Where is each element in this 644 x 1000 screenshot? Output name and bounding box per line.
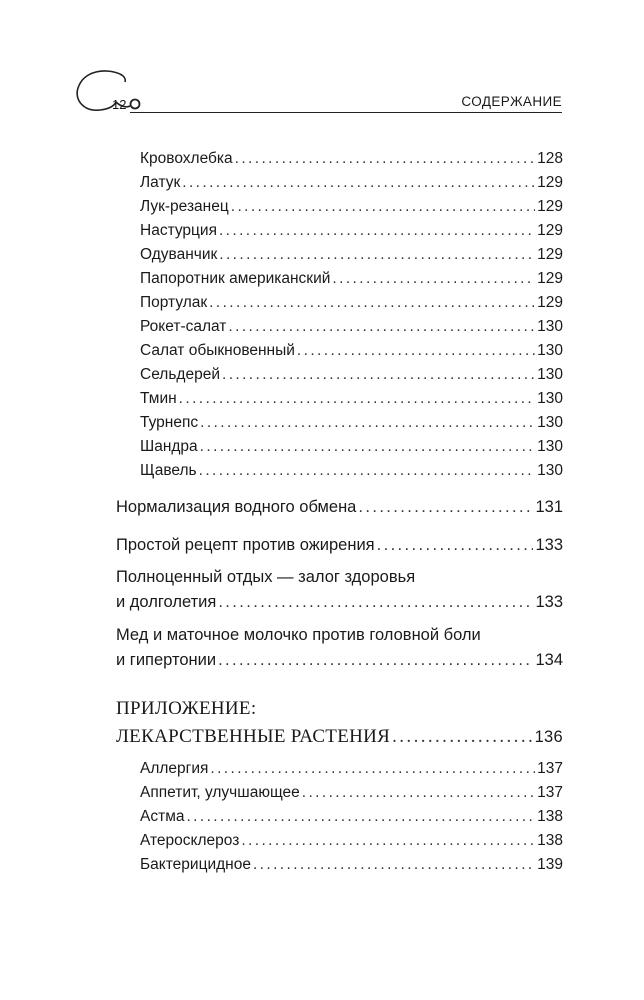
toc-subitem: Лук-резанец ..... 129 bbox=[140, 198, 563, 220]
toc-main-item: и долголетия ..... 133 bbox=[116, 593, 563, 617]
toc-subitem: Портулак ..... 129 bbox=[140, 294, 563, 316]
toc-subitem: Тмин ..... 130 bbox=[140, 390, 563, 412]
header-rule bbox=[130, 112, 562, 113]
page-header bbox=[0, 0, 644, 130]
toc-subitem: Бактерицидное ..... 139 bbox=[140, 856, 563, 878]
toc-subitem: Турнепс ..... 130 bbox=[140, 414, 563, 436]
page-number: 12 bbox=[112, 97, 127, 112]
toc-subitem: Шандра ..... 130 bbox=[140, 438, 563, 460]
toc-subitem: Рокет-салат ..... 130 bbox=[140, 318, 563, 340]
toc-subitem: Астма ..... 138 bbox=[140, 808, 563, 830]
toc-subitem: Одуванчик ..... 129 bbox=[140, 246, 563, 268]
toc-main-item-line1: Полноценный отдых — залог здоровья bbox=[116, 568, 416, 586]
appendix-heading: ПРИЛОЖЕНИЕ: bbox=[116, 698, 257, 719]
toc-subitem: Аппетит, улучшающее ..... 137 bbox=[140, 784, 563, 806]
toc-subitem: Щавель ..... 130 bbox=[140, 462, 563, 484]
toc-subitem: Латук ..... 129 bbox=[140, 174, 563, 196]
toc-subitem: Настурция ..... 129 bbox=[140, 222, 563, 244]
toc-main-item-line1: Мед и маточное молочко против головной боли bbox=[116, 626, 481, 644]
toc-main-item: и гипертонии ..... 134 bbox=[116, 651, 563, 675]
toc-main-item: Нормализация водного обмена ..... 131 bbox=[116, 498, 563, 522]
running-title: СОДЕРЖАНИЕ bbox=[461, 94, 562, 109]
toc-subitem: Кровохлебка ..... 128 bbox=[140, 150, 563, 172]
toc-subitem: Аллергия ..... 137 bbox=[140, 760, 563, 782]
stethoscope-icon bbox=[70, 66, 150, 122]
toc-subitem: Сельдерей ..... 130 bbox=[140, 366, 563, 388]
toc-main-item: Простой рецепт против ожирения ..... 133 bbox=[116, 536, 563, 560]
toc-subitem: Салат обыкновенный ..... 130 bbox=[140, 342, 563, 364]
toc-appendix-item: ЛЕКАРСТВЕННЫЕ РАСТЕНИЯ ..... 136 bbox=[116, 726, 563, 752]
toc-subitem: Папоротник американский ..... 129 bbox=[140, 270, 563, 292]
toc-subitem: Атеросклероз ..... 138 bbox=[140, 832, 563, 854]
